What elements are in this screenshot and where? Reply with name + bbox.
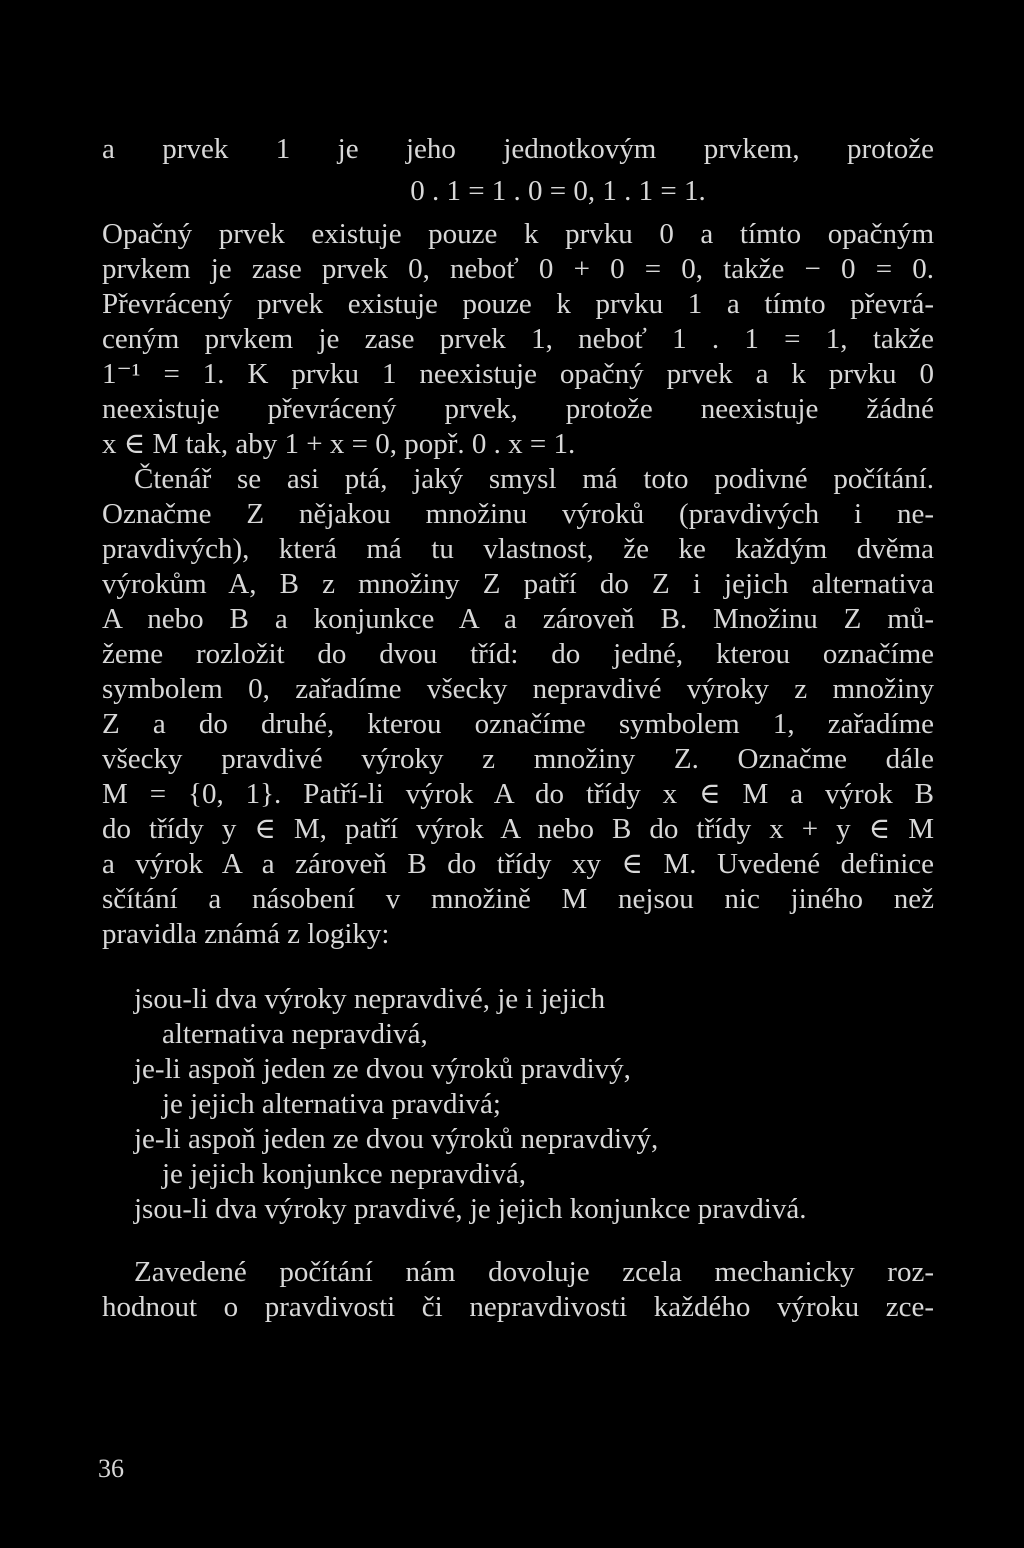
text-line: ceným prvkem je zase prvek 1, neboť 1 . 1 = 1, takže <box>102 323 934 355</box>
paragraph-opposite-elements <box>102 217 934 462</box>
text-line: Opačný prvek existuje pouze k prvku 0 a tímto opačným <box>102 218 934 250</box>
book-page <box>102 132 934 1325</box>
text-line: a výrok A a zároveň B do třídy xy ∈ M. Uvedené definice <box>102 848 934 880</box>
text-line: A nebo B a konjunkce A a zároveň B. Množinu Z mů- <box>102 603 934 635</box>
rule-continuation: je jejich konjunkce nepravdivá, <box>162 1158 526 1190</box>
text-line: všecky pravdivé výroky z množiny Z. Označme dále <box>102 743 934 775</box>
paragraph-logic-interpretation <box>102 462 934 952</box>
text-line: pravdivých), která má tu vlastnost, že ke každým dvěma <box>102 533 934 565</box>
text-line: M = {0, 1}. Patří-li výrok A do třídy x ∈ M a výrok B <box>102 778 934 810</box>
text-line: výrokům A, B z množiny Z patří do Z i jejich alternativa <box>102 568 934 600</box>
text-line: prvkem je zase prvek 0, neboť 0 + 0 = 0, takže − 0 = 0. <box>102 253 934 285</box>
logic-rules-list <box>102 982 934 1227</box>
text-line: neexistuje převrácený prvek, protože neexistuje žádné <box>102 393 934 425</box>
intro-line: a prvek 1 je jeho jednotkovým prvkem, protože <box>102 133 934 165</box>
text-line: 1⁻¹ = 1. K prvku 1 neexistuje opačný prvek a k prvku 0 <box>102 358 934 390</box>
text-line: sčítání a násobení v množině M nejsou nic jiného než <box>102 883 934 915</box>
text-line: Označme Z nějakou množinu výroků (pravdivých i ne- <box>102 498 934 530</box>
text-line: symbolem 0, zařadíme všecky nepravdivé výroky z množiny <box>102 673 934 705</box>
text-line: hodnout o pravdivosti či nepravdivosti každého výroku zce- <box>102 1291 934 1323</box>
text-line: pravidla známá z logiky: <box>102 918 390 950</box>
text-line: Zavedené počítání nám dovoluje zcela mechanicky roz- <box>134 1256 934 1288</box>
rule-line: jsou-li dva výroky pravdivé, je jejich konjunkce pravdivá. <box>134 1193 807 1225</box>
paragraph-closing <box>102 1255 934 1325</box>
text-line: x ∈ M tak, aby 1 + x = 0, popř. 0 . x = 1. <box>102 428 576 460</box>
rule-line: jsou-li dva výroky nepravdivé, je i jejich <box>134 983 606 1015</box>
rule-continuation: je jejich alternativa pravdivá; <box>162 1088 501 1120</box>
page-number: 36 <box>98 1454 124 1483</box>
rule-line: je-li aspoň jeden ze dvou výroků pravdivý, <box>134 1053 631 1085</box>
rule-line: je-li aspoň jeden ze dvou výroků nepravdivý, <box>134 1123 659 1155</box>
text-line: do třídy y ∈ M, patří výrok A nebo B do třídy x + y ∈ M <box>102 813 934 845</box>
text-line: Z a do druhé, kterou označíme symbolem 1, zařadíme <box>102 708 934 740</box>
formula-line: 0 . 1 = 1 . 0 = 0, 1 . 1 = 1. <box>410 175 706 207</box>
text-line: žeme rozložit do dvou tříd: do jedné, kterou označíme <box>102 638 934 670</box>
text-line: Převrácený prvek existuje pouze k prvku 1 a tímto převrá- <box>102 288 934 320</box>
rule-continuation: alternativa nepravdivá, <box>162 1018 428 1050</box>
text-line: Čtenář se asi ptá, jaký smysl má toto podivné počítání. <box>134 463 934 495</box>
